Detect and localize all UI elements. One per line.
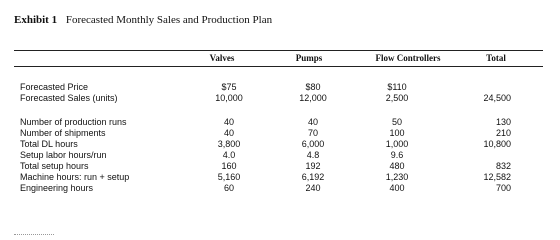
cell-sales-valves: 10,000 bbox=[215, 93, 243, 103]
cell-shipments-valves: 40 bbox=[223, 128, 234, 138]
cell-dl-flow: 1,000 bbox=[385, 139, 409, 149]
table-header-rule bbox=[14, 66, 543, 67]
row-label-forecasted-price: Forecasted Price bbox=[20, 82, 89, 92]
cell-dl-pumps: 6,000 bbox=[301, 139, 325, 149]
cell-total-setup-pumps: 192 bbox=[305, 161, 321, 171]
column-header-flow-controllers: Flow Controllers bbox=[375, 53, 441, 63]
cell-total-setup-flow: 480 bbox=[389, 161, 405, 171]
page-cut-off-mark bbox=[14, 234, 54, 238]
cell-dl-valves: 3,800 bbox=[217, 139, 241, 149]
cell-engineering-pumps: 240 bbox=[305, 183, 321, 193]
cell-price-valves: $75 bbox=[221, 82, 237, 92]
cell-total-setup-valves: 160 bbox=[221, 161, 237, 171]
cell-price-flow: $110 bbox=[387, 82, 407, 92]
cell-runs-valves: 40 bbox=[223, 117, 234, 127]
row-label-total-setup: Total setup hours bbox=[20, 161, 89, 171]
exhibit-label: Exhibit 1 bbox=[14, 14, 58, 26]
cell-setup-labor-pumps: 4.8 bbox=[306, 150, 320, 160]
table-top-rule bbox=[14, 50, 543, 51]
exhibit-caption: Forecasted Monthly Sales and Production Plan bbox=[65, 14, 273, 26]
cell-price-pumps: $80 bbox=[305, 82, 321, 92]
row-label-shipments: Number of shipments bbox=[20, 128, 106, 138]
cell-machine-total: 12,582 bbox=[483, 172, 511, 182]
exhibit-title bbox=[14, 14, 272, 26]
cell-engineering-flow: 400 bbox=[389, 183, 405, 193]
cell-runs-flow: 50 bbox=[391, 117, 402, 127]
cell-setup-labor-flow: 9.6 bbox=[390, 150, 404, 160]
row-label-setup-labor: Setup labor hours/run bbox=[20, 150, 107, 160]
cell-total-setup-total: 832 bbox=[495, 161, 511, 171]
cell-setup-labor-valves: 4.0 bbox=[222, 150, 236, 160]
cell-shipments-total: 210 bbox=[495, 128, 511, 138]
row-label-production-runs: Number of production runs bbox=[20, 117, 127, 127]
cell-sales-pumps: 12,000 bbox=[299, 93, 327, 103]
cell-machine-pumps: 6,192 bbox=[301, 172, 325, 182]
cell-runs-total: 130 bbox=[495, 117, 511, 127]
column-header-total: Total bbox=[486, 53, 506, 63]
cell-sales-total: 24,500 bbox=[483, 93, 511, 103]
column-header-pumps: Pumps bbox=[295, 53, 323, 63]
cell-sales-flow: 2,500 bbox=[385, 93, 409, 103]
cell-runs-pumps: 40 bbox=[307, 117, 318, 127]
column-header-valves: Valves bbox=[209, 53, 235, 63]
cell-dl-total: 10,800 bbox=[483, 139, 511, 149]
cell-shipments-flow: 100 bbox=[389, 128, 405, 138]
cell-machine-flow: 1,230 bbox=[385, 172, 409, 182]
row-label-forecasted-sales: Forecasted Sales (units) bbox=[20, 93, 118, 103]
row-label-dl-hours: Total DL hours bbox=[20, 139, 78, 149]
row-label-engineering-hours: Engineering hours bbox=[20, 183, 94, 193]
cell-engineering-total: 700 bbox=[495, 183, 511, 193]
cell-engineering-valves: 60 bbox=[223, 183, 234, 193]
cell-shipments-pumps: 70 bbox=[307, 128, 318, 138]
row-label-machine-hours: Machine hours: run + setup bbox=[20, 172, 130, 182]
cell-machine-valves: 5,160 bbox=[217, 172, 241, 182]
